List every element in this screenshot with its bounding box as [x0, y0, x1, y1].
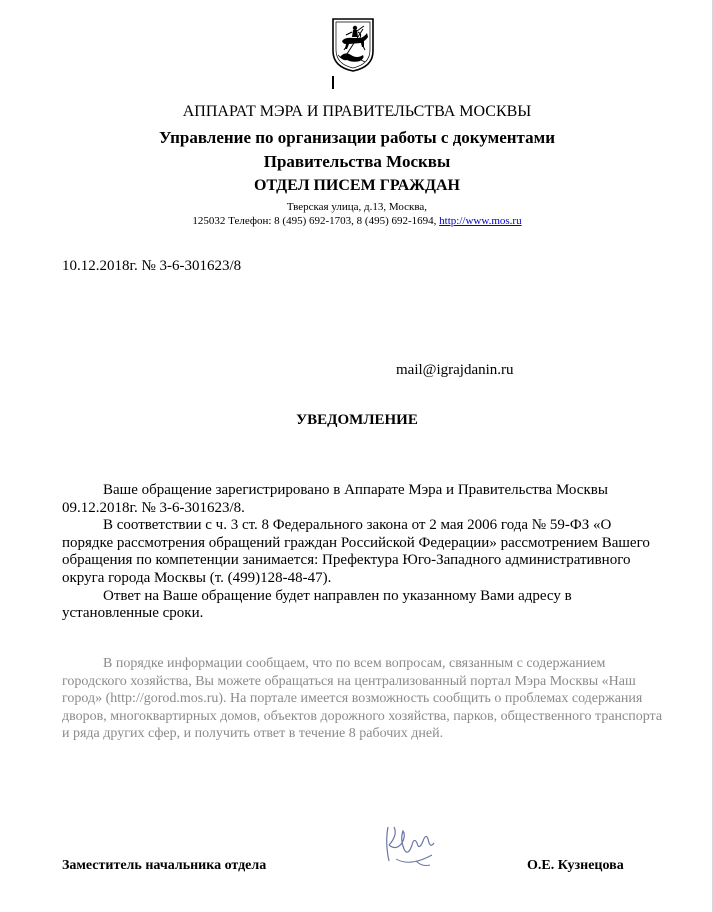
- info-paragraph: В порядке информации сообщаем, что по всем вопросам, связанным с содержанием городского хозяйства, Вы можете обращаться на централизованный портал Мэра Москвы «Наш город» (http://gorod.mos.ru). На портале имеется возможность сообщить о проблемах содержания дворов, многоквартирных домов, объектов дорожного хозяйства, парков, общественного транспорта и ряда других сфер, и получить ответ в течение 8 рабочих дней.: [62, 656, 663, 742]
- address-line: Тверская улица, д.13, Москва,: [286, 201, 428, 213]
- info-block: [62, 655, 664, 743]
- phone-text: 125032 Телефон: 8 (495) 692-1703, 8 (495) 692-1694,: [192, 215, 440, 227]
- website-link[interactable]: http://www.mos.ru: [439, 215, 522, 227]
- notice-title: УВЕДОМЛЕНИЕ: [296, 412, 418, 428]
- department-title: Управление по организации работы с документами: [159, 128, 555, 147]
- contact-line: [0, 215, 714, 227]
- signatory-position: Заместитель начальника отдела: [62, 858, 267, 873]
- moscow-coat-of-arms-icon: [331, 17, 375, 73]
- division-title: ОТДЕЛ ПИСЕМ ГРАЖДАН: [253, 177, 460, 194]
- recipient-email: mail@igrajdanin.ru: [396, 362, 514, 378]
- body-paragraph: Ответ на Ваше обращение будет направлен по указанному Вами адресу в установленные сроки.: [62, 587, 572, 622]
- handwritten-signature: [376, 815, 440, 873]
- text-cursor: [332, 76, 334, 89]
- signatory-name: О.Е. Кузнецова: [527, 858, 624, 873]
- department-subtitle: Правительства Москвы: [263, 152, 451, 171]
- body-paragraph: В соответствии с ч. 3 ст. 8 Федерального закона от 2 мая 2006 года № 59-ФЗ «О порядке рассмотрения обращений граждан Российской Федерации» рассмотрением Вашего обращения по компетенции занимается: Префектура Юго-Западного административного округа города Москвы (т. (499)128-48-47).: [62, 517, 650, 586]
- document-reference: 10.12.2018г. № 3-6-301623/8: [62, 258, 242, 274]
- body-paragraph: Ваше обращение зарегистрировано в Аппарате Мэра и Правительства Москвы 09.12.2018г. № 3-6-301623/8.: [62, 482, 608, 516]
- notice-body: [62, 482, 662, 623]
- org-title: АППАРАТ МЭРА И ПРАВИТЕЛЬСТВА МОСКВЫ: [182, 103, 532, 120]
